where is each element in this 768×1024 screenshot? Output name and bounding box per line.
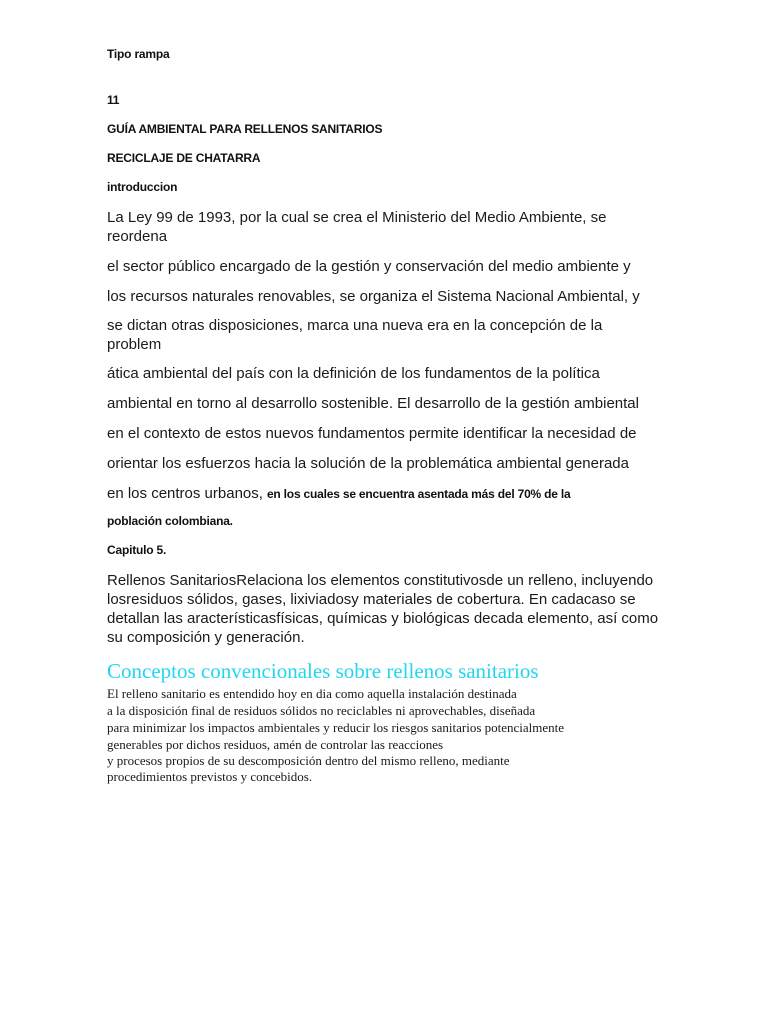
intro-line: reordena [107,228,168,245]
intro-line: los recursos naturales renovables, se organiza el Sistema Nacional Ambiental, y [107,288,640,305]
page-number: 11 [107,93,120,107]
rellenos-line: losresiduos sólidos, gases, lixiviadosy materiales de cobertura. En cadacaso se [107,591,636,608]
poblacion-line: población colombiana. [107,514,233,528]
intro-line: en el contexto de estos nuevos fundamentos permite identificar la necesidad de [107,425,637,442]
intro-line: problem [107,336,162,353]
intro-line: ambiental en torno al desarrollo sostenible. El desarrollo de la gestión ambiental [107,395,639,412]
intro-line: se dictan otras disposiciones, marca una nueva era en la concepción de la [107,317,603,334]
conceptos-line: a la disposición final de residuos sólidos no reciclables ni aprovechables, diseñada [107,703,536,718]
conceptos-line: y procesos propios de su descomposición dentro del mismo relleno, mediante [107,753,510,768]
intro-line: el sector público encargado de la gestión y conservación del medio ambiente y [107,258,631,275]
guia-title: GUÍA AMBIENTAL PARA RELLENOS SANITARIOS [107,122,383,136]
conceptos-heading: Conceptos convencionales sobre rellenos sanitarios [107,659,539,683]
intro-line: ática ambiental del país con la definición de los fundamentos de la política [107,365,600,382]
conceptos-line: generables por dichos residuos, amén de controlar las reacciones [107,737,444,752]
rellenos-line: detallan las aracterísticasfísicas, químicas y biológicas decada elemento, así como [107,610,659,627]
conceptos-line: procedimientos previstos y concebidos. [107,769,313,784]
tipo-rampa-label: Tipo rampa [107,47,170,61]
intro-line: La Ley 99 de 1993, por la cual se crea el Ministerio del Medio Ambiente, se [107,209,607,226]
conceptos-line: para minimizar los impactos ambientales y reducir los riesgos sanitarios potencialmente [107,720,565,735]
reciclaje-title: RECICLAJE DE CHATARRA [107,151,261,165]
intro-line: orientar los esfuerzos hacia la solución de la problemática ambiental generada [107,455,629,472]
conceptos-line: El relleno sanitario es entendido hoy en dia como aquella instalación destinada [107,686,517,701]
rellenos-line: su composición y generación. [107,629,305,646]
rellenos-line: Rellenos SanitariosRelaciona los elementos constitutivosde un relleno, incluyendo [107,572,654,589]
intro-bold-tail: en los cuales se encuentra asentada más del 70% de la [266,487,571,501]
intro-line: en los centros urbanos, [107,485,263,502]
capitulo-heading: Capitulo 5. [107,543,167,557]
introduccion-heading: introduccion [107,180,178,194]
intro-line-mixed [107,484,571,503]
